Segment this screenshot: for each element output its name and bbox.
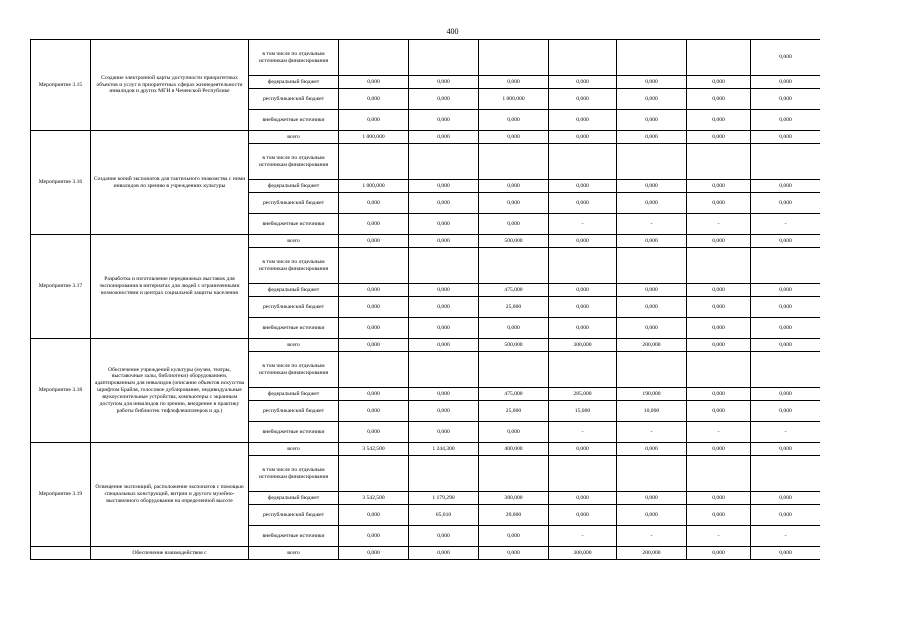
amount-cell: 0,000 <box>687 131 751 144</box>
amount-cell: - <box>617 214 687 235</box>
amount-cell: 200,000 <box>617 547 687 560</box>
amount-cell: 0,000 <box>479 214 549 235</box>
amount-cell: 0,000 <box>339 401 409 422</box>
amount-cell: 0,000 <box>751 193 821 214</box>
amount-cell: 0,000 <box>751 76 821 89</box>
event-description: Обеспечение взаимодействия с <box>91 547 249 560</box>
amount-cell <box>409 456 479 492</box>
amount-cell: 0,000 <box>549 505 617 526</box>
amount-cell: 0,000 <box>617 492 687 505</box>
amount-cell: 0,000 <box>549 180 617 193</box>
amount-cell: 0,000 <box>339 422 409 443</box>
amount-cell <box>339 456 409 492</box>
amount-cell: 0,000 <box>339 547 409 560</box>
funding-source: внебюджетные источники <box>249 422 339 443</box>
amount-cell <box>751 352 821 388</box>
amount-cell: 0,000 <box>617 318 687 339</box>
amount-cell: 0,000 <box>687 180 751 193</box>
amount-cell <box>687 144 751 180</box>
amount-cell: 0,000 <box>549 110 617 131</box>
amount-cell: 10,000 <box>617 401 687 422</box>
funding-source: республиканский бюджет <box>249 505 339 526</box>
table-row <box>31 443 821 456</box>
amount-cell: 0,000 <box>549 76 617 89</box>
amount-cell <box>479 248 549 284</box>
amount-cell: 0,000 <box>687 505 751 526</box>
amount-cell: 0,000 <box>409 131 479 144</box>
funding-source: республиканский бюджет <box>249 193 339 214</box>
amount-cell: 0,000 <box>687 388 751 401</box>
amount-cell: 0,000 <box>409 339 479 352</box>
amount-cell: 0,000 <box>549 284 617 297</box>
event-description: Создание копий экспонатов для тактильного знакомства с ними инвалидов по зрению в учреждениях культуры <box>91 131 249 235</box>
financing-table <box>30 39 820 560</box>
amount-cell <box>751 456 821 492</box>
amount-cell <box>549 248 617 284</box>
amount-cell: 0,000 <box>549 235 617 248</box>
amount-cell: 0,000 <box>479 131 549 144</box>
amount-cell: 0,000 <box>687 492 751 505</box>
amount-cell: 0,000 <box>687 443 751 456</box>
amount-cell: 0,000 <box>687 547 751 560</box>
amount-cell: - <box>549 422 617 443</box>
amount-cell: 0,000 <box>751 388 821 401</box>
amount-cell: 25,000 <box>479 401 549 422</box>
funding-source: всего <box>249 339 339 352</box>
page-number: 400 <box>446 27 459 36</box>
amount-cell: 475,000 <box>479 284 549 297</box>
amount-cell: 0,000 <box>549 318 617 339</box>
amount-cell <box>409 144 479 180</box>
amount-cell: 0,000 <box>617 235 687 248</box>
amount-cell: 0,000 <box>479 193 549 214</box>
amount-cell: 0,000 <box>409 297 479 318</box>
funding-source: внебюджетные источники <box>249 526 339 547</box>
amount-cell: 0,000 <box>617 443 687 456</box>
amount-cell: 15,000 <box>549 401 617 422</box>
amount-cell <box>479 144 549 180</box>
funding-source: в том числе по отдельным источникам финансирования <box>249 456 339 492</box>
funding-source: республиканский бюджет <box>249 89 339 110</box>
amount-cell: 0,000 <box>339 110 409 131</box>
amount-cell: - <box>751 526 821 547</box>
amount-cell: 0,000 <box>687 401 751 422</box>
amount-cell: 0,000 <box>751 235 821 248</box>
amount-cell: 0,000 <box>339 76 409 89</box>
amount-cell: 300,000 <box>549 547 617 560</box>
amount-cell: 0,000 <box>479 180 549 193</box>
event-label: Мероприятие 3.18 <box>31 339 91 443</box>
amount-cell: 0,000 <box>751 40 821 76</box>
amount-cell: 0,000 <box>339 214 409 235</box>
amount-cell: 0,000 <box>549 492 617 505</box>
amount-cell: 0,000 <box>549 89 617 110</box>
amount-cell <box>751 248 821 284</box>
amount-cell <box>687 248 751 284</box>
amount-cell <box>479 352 549 388</box>
amount-cell: - <box>687 526 751 547</box>
amount-cell: 0,000 <box>409 193 479 214</box>
amount-cell: 0,000 <box>617 110 687 131</box>
amount-cell: 0,000 <box>687 76 751 89</box>
amount-cell: 0,000 <box>751 131 821 144</box>
amount-cell: 0,000 <box>687 89 751 110</box>
event-label: Мероприятие 3.19 <box>31 443 91 547</box>
funding-source: федеральный бюджет <box>249 492 339 505</box>
amount-cell: 0,000 <box>751 492 821 505</box>
amount-cell: 0,000 <box>409 401 479 422</box>
amount-cell: 0,000 <box>617 89 687 110</box>
amount-cell: 1 000,000 <box>339 131 409 144</box>
amount-cell: 0,000 <box>751 89 821 110</box>
amount-cell: 0,000 <box>549 193 617 214</box>
amount-cell: 475,000 <box>479 388 549 401</box>
amount-cell: 0,000 <box>409 76 479 89</box>
amount-cell: 3 542,500 <box>339 492 409 505</box>
amount-cell <box>339 248 409 284</box>
funding-source: в том числе по отдельным источникам финансирования <box>249 40 339 76</box>
amount-cell: 0,000 <box>751 547 821 560</box>
amount-cell: 0,000 <box>339 526 409 547</box>
amount-cell: 0,000 <box>617 297 687 318</box>
funding-source: федеральный бюджет <box>249 180 339 193</box>
funding-source: внебюджетные источники <box>249 214 339 235</box>
amount-cell: 0,000 <box>687 110 751 131</box>
amount-cell: - <box>549 526 617 547</box>
amount-cell: 0,000 <box>751 297 821 318</box>
amount-cell <box>409 352 479 388</box>
funding-source: федеральный бюджет <box>249 388 339 401</box>
amount-cell: 0,000 <box>339 339 409 352</box>
amount-cell: 0,000 <box>687 297 751 318</box>
funding-source: федеральный бюджет <box>249 76 339 89</box>
amount-cell <box>479 456 549 492</box>
amount-cell: 190,000 <box>617 388 687 401</box>
amount-cell <box>409 40 479 76</box>
amount-cell: 0,000 <box>339 505 409 526</box>
amount-cell <box>479 40 549 76</box>
amount-cell: 0,000 <box>409 89 479 110</box>
amount-cell: 0,000 <box>687 318 751 339</box>
amount-cell <box>687 352 751 388</box>
amount-cell: 0,000 <box>751 339 821 352</box>
amount-cell: 0,000 <box>339 318 409 339</box>
amount-cell: 0,000 <box>751 505 821 526</box>
amount-cell <box>409 248 479 284</box>
amount-cell <box>617 248 687 284</box>
amount-cell: 0,000 <box>409 110 479 131</box>
amount-cell: 0,000 <box>687 284 751 297</box>
amount-cell <box>617 40 687 76</box>
funding-source: в том числе по отдельным источникам финансирования <box>249 248 339 284</box>
funding-source: всего <box>249 131 339 144</box>
amount-cell <box>549 40 617 76</box>
funding-source: всего <box>249 235 339 248</box>
amount-cell <box>617 144 687 180</box>
amount-cell: 380,000 <box>479 492 549 505</box>
event-description: Создание электронной карты доступности приоритетных объектов и услуг в приоритетных сферах жизнедеятельности инвалидов и других МГН в Чеченской Республике <box>91 40 249 131</box>
funding-source: внебюджетные источники <box>249 110 339 131</box>
amount-cell: 0,000 <box>617 76 687 89</box>
amount-cell: 0,000 <box>687 339 751 352</box>
amount-cell: 0,000 <box>751 443 821 456</box>
funding-source: федеральный бюджет <box>249 284 339 297</box>
amount-cell <box>687 456 751 492</box>
amount-cell: 0,000 <box>409 180 479 193</box>
amount-cell: 0,000 <box>339 89 409 110</box>
amount-cell: 0,000 <box>751 110 821 131</box>
amount-cell <box>617 456 687 492</box>
amount-cell: 0,000 <box>409 388 479 401</box>
amount-cell: 0,000 <box>339 235 409 248</box>
event-label: Мероприятие 3.15 <box>31 40 91 131</box>
amount-cell: 0,000 <box>479 318 549 339</box>
amount-cell: 0,000 <box>617 131 687 144</box>
amount-cell: 1 000,000 <box>479 89 549 110</box>
amount-cell: 0,000 <box>409 526 479 547</box>
amount-cell <box>549 352 617 388</box>
amount-cell: 0,000 <box>409 235 479 248</box>
amount-cell: 0,000 <box>479 547 549 560</box>
amount-cell: 25,000 <box>479 297 549 318</box>
amount-cell: 0,000 <box>409 214 479 235</box>
amount-cell: 200,000 <box>617 339 687 352</box>
table-viewport <box>30 39 820 572</box>
amount-cell: 0,000 <box>409 318 479 339</box>
amount-cell: 0,000 <box>687 235 751 248</box>
event-label: Мероприятие 3.17 <box>31 235 91 339</box>
amount-cell: 0,000 <box>617 505 687 526</box>
amount-cell: 0,000 <box>479 110 549 131</box>
amount-cell <box>617 352 687 388</box>
amount-cell: 0,000 <box>339 297 409 318</box>
amount-cell: 300,000 <box>549 339 617 352</box>
amount-cell: 65,010 <box>409 505 479 526</box>
event-label <box>31 547 91 560</box>
amount-cell: 0,000 <box>751 284 821 297</box>
table-row <box>31 547 821 560</box>
amount-cell: - <box>617 526 687 547</box>
amount-cell: 0,000 <box>339 284 409 297</box>
table-row <box>31 40 821 76</box>
funding-source: республиканский бюджет <box>249 297 339 318</box>
amount-cell: 285,000 <box>549 388 617 401</box>
amount-cell: 0,000 <box>549 131 617 144</box>
amount-cell: 0,000 <box>751 318 821 339</box>
table-row <box>31 339 821 352</box>
amount-cell: 500,000 <box>479 339 549 352</box>
amount-cell: 0,000 <box>617 193 687 214</box>
table-row <box>31 131 821 144</box>
amount-cell <box>339 352 409 388</box>
amount-cell: 0,000 <box>549 297 617 318</box>
amount-cell: 0,000 <box>409 284 479 297</box>
amount-cell: - <box>751 214 821 235</box>
funding-source: всего <box>249 443 339 456</box>
funding-source: внебюджетные источники <box>249 318 339 339</box>
amount-cell: - <box>549 214 617 235</box>
funding-source: республиканский бюджет <box>249 401 339 422</box>
amount-cell: 1 000,000 <box>339 180 409 193</box>
amount-cell: - <box>617 422 687 443</box>
event-label: Мероприятие 3.16 <box>31 131 91 235</box>
amount-cell: 3 542,500 <box>339 443 409 456</box>
amount-cell: 0,000 <box>339 388 409 401</box>
amount-cell: 0,000 <box>617 284 687 297</box>
amount-cell: 20,000 <box>479 505 549 526</box>
amount-cell <box>687 40 751 76</box>
amount-cell <box>339 40 409 76</box>
amount-cell: 400,000 <box>479 443 549 456</box>
amount-cell: 0,000 <box>687 193 751 214</box>
amount-cell: - <box>751 422 821 443</box>
amount-cell: 0,000 <box>339 193 409 214</box>
amount-cell: 0,000 <box>479 526 549 547</box>
amount-cell: 0,000 <box>409 422 479 443</box>
funding-source: всего <box>249 547 339 560</box>
funding-source: в том числе по отдельным источникам финансирования <box>249 144 339 180</box>
amount-cell <box>751 144 821 180</box>
amount-cell <box>549 144 617 180</box>
amount-cell: 0,000 <box>751 401 821 422</box>
amount-cell: - <box>687 214 751 235</box>
event-description: Разработка и изготовление передвижных выставок для экспонирования в интернатах для людей с ограниченными возможностями и центрах социальной защиты населения <box>91 235 249 339</box>
event-description: Обеспечение учреждений культуры (музеи, театры, выставочные залы, библиотеки) оборудованием, адаптированным для инвалидов (описание объектов искусства шрифтом Брайля, голосовое дублирование, индивидуальные звукоусилительные устройства, компьютеры с экранным доступом для инвалидов по зрению, внедрение в практику работы библиотек тифлофлешплееров и др.) <box>91 339 249 443</box>
amount-cell <box>549 456 617 492</box>
table-row <box>31 235 821 248</box>
amount-cell: 0,000 <box>617 180 687 193</box>
amount-cell <box>339 144 409 180</box>
amount-cell: - <box>687 422 751 443</box>
amount-cell: 0,000 <box>409 547 479 560</box>
amount-cell: 0,000 <box>479 422 549 443</box>
amount-cell: 1 179,290 <box>409 492 479 505</box>
funding-source: в том числе по отдельным источникам финансирования <box>249 352 339 388</box>
amount-cell: 1 244,300 <box>409 443 479 456</box>
amount-cell: 0,000 <box>549 443 617 456</box>
amount-cell: 0,000 <box>479 76 549 89</box>
event-description: Освещение экспозиций, расположение экспонатов с помощью специальных конструкций, витрин и другого музейно-выставочного оборудования на определенной высоте <box>91 443 249 547</box>
amount-cell: 500,000 <box>479 235 549 248</box>
amount-cell: 0,000 <box>751 180 821 193</box>
